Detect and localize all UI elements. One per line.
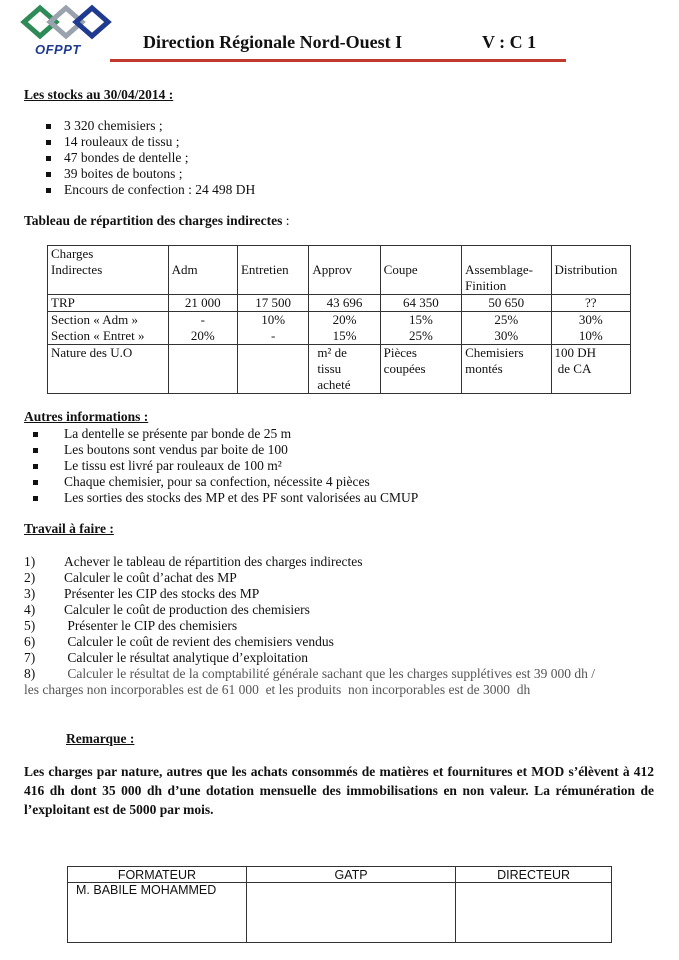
stocks-item-text: 47 bondes de dentelle ; (64, 150, 189, 165)
stocks-item-text: 3 320 chemisiers ; (64, 118, 163, 133)
autres-title: Autres informations : (24, 409, 149, 424)
table-cell: 50 650 (462, 295, 551, 312)
travail-item (24, 666, 664, 682)
ofppt-logo (18, 4, 118, 60)
autres-item-text: Le tissu est livré par rouleaux de 100 m² (64, 458, 282, 473)
table-header-cell: Assemblage- Finition (462, 246, 551, 295)
travail-item (24, 570, 664, 586)
stocks-item-text: 14 rouleaux de tissu ; (64, 134, 180, 149)
autres-item-text: Les boutons sont vendus par boite de 100 (64, 442, 288, 457)
table-cell: 17 500 (237, 295, 308, 312)
table-cell: 43 696 (309, 295, 380, 312)
table-cell: Pièces coupées (380, 345, 461, 394)
signature-header-row (68, 867, 612, 883)
autres-item-text: Les sorties des stocks des MP et des PF sont valorisées au CMUP (64, 490, 419, 505)
table-cell: 64 350 (380, 295, 461, 312)
table-header-cell: Approv (309, 246, 380, 295)
stocks-item-text: 39 boites de boutons ; (64, 166, 183, 181)
travail-item-text: Présenter les CIP des stocks des MP (64, 586, 260, 601)
signature-value-cell (246, 883, 455, 943)
travail-item-number: 8) (24, 666, 36, 681)
remarque-title: Remarque : (66, 731, 135, 746)
table-cell: 30% 10% (551, 312, 630, 345)
header-version: V : C 1 (482, 32, 537, 52)
table-cell: Nature des U.O (48, 345, 169, 394)
table-cell: 25% 30% (462, 312, 551, 345)
table-title-suffix: : (282, 213, 290, 228)
travail-title: Travail à faire : (24, 521, 114, 536)
travail-item-number: 2) (24, 570, 36, 585)
travail-item (24, 586, 664, 602)
travail-item-number: 6) (24, 634, 36, 649)
signature-header-cell: GATP (246, 867, 455, 883)
travail-item-text: Achever le tableau de répartition des charges indirectes (64, 554, 363, 569)
table-cell: Chemisiers montés (462, 345, 551, 394)
table-row-trp (48, 295, 631, 312)
travail-list (24, 554, 664, 682)
table-cell (237, 345, 308, 394)
travail-item (24, 650, 664, 666)
table-header-cell: Distribution (551, 246, 630, 295)
travail-item (24, 634, 664, 650)
table-cell: TRP (48, 295, 169, 312)
table-cell: m² de tissu acheté (309, 345, 380, 394)
table-cell: 100 DH de CA (551, 345, 630, 394)
table-header-row (48, 246, 631, 295)
signature-value-cell: M. BABILE MOHAMMED (68, 883, 247, 943)
logo-text: OFPPT (35, 42, 81, 57)
table-row-sections (48, 312, 631, 345)
table-cell: ?? (551, 295, 630, 312)
travail-item-number: 3) (24, 586, 36, 601)
travail-item (24, 618, 664, 634)
table-header-cell: Charges Indirectes (48, 246, 169, 295)
signature-header-cell: DIRECTEUR (456, 867, 612, 883)
signature-value-row (68, 883, 612, 943)
table-cell (168, 345, 237, 394)
travail-item-text: Calculer le coût de production des chemisiers (64, 602, 310, 617)
stocks-title: Les stocks au 30/04/2014 : (24, 87, 174, 102)
travail-item-number: 5) (24, 618, 36, 633)
travail-item-text: Présenter le CIP des chemisiers (64, 618, 238, 633)
table-row-nature (48, 345, 631, 394)
travail-item8-continuation: les charges non incorporables est de 61 000 et les produits non incorporables est de 3000 dh (24, 682, 531, 697)
signature-value-cell (456, 883, 612, 943)
charges-table (47, 245, 631, 394)
table-title-line (24, 213, 290, 229)
ofppt-logo-icon (18, 4, 118, 44)
table-cell: Section « Adm » Section « Entret » (48, 312, 169, 345)
table-cell: 15% 25% (380, 312, 461, 345)
travail-item-text: Calculer le résultat analytique d’exploitation (64, 650, 309, 665)
stocks-item-text: Encours de confection : 24 498 DH (64, 182, 256, 197)
travail-item-text: Calculer le résultat de la comptabilité générale sachant que les charges supplétives est 39 000 dh / (64, 666, 595, 681)
table-title: Tableau de répartition des charges indirectes (24, 213, 283, 228)
travail-item-number: 1) (24, 554, 36, 569)
table-header-cell: Coupe (380, 246, 461, 295)
remarque-body: Les charges par nature, autres que les achats consommés de matières et fournitures et MOD s’élèvent à 412 416 dh dont 35 000 dh d’une dotation mensuelle des immobilisations en non valeur. La rémunération de l’exploitant est de 5000 par mois. (24, 764, 654, 817)
table-header-cell: Adm (168, 246, 237, 295)
table-cell: - 20% (168, 312, 237, 345)
signature-header-cell: FORMATEUR (68, 867, 247, 883)
travail-item-number: 7) (24, 650, 36, 665)
table-header-cell: Entretien (237, 246, 308, 295)
travail-item (24, 602, 664, 618)
header-title: Direction Régionale Nord-Ouest I (143, 32, 403, 52)
signature-table (67, 866, 612, 943)
autres-item-text: La dentelle se présente par bonde de 25 m (64, 426, 292, 441)
table-cell: 20% 15% (309, 312, 380, 345)
table-cell: 10% - (237, 312, 308, 345)
travail-item-text: Calculer le coût d’achat des MP (64, 570, 237, 585)
header-rule (110, 59, 566, 62)
travail-item-text: Calculer le coût de revient des chemisiers vendus (64, 634, 334, 649)
travail-item (24, 554, 664, 570)
travail-item-number: 4) (24, 602, 36, 617)
autres-item-text: Chaque chemisier, pour sa confection, nécessite 4 pièces (64, 474, 370, 489)
table-cell: 21 000 (168, 295, 237, 312)
